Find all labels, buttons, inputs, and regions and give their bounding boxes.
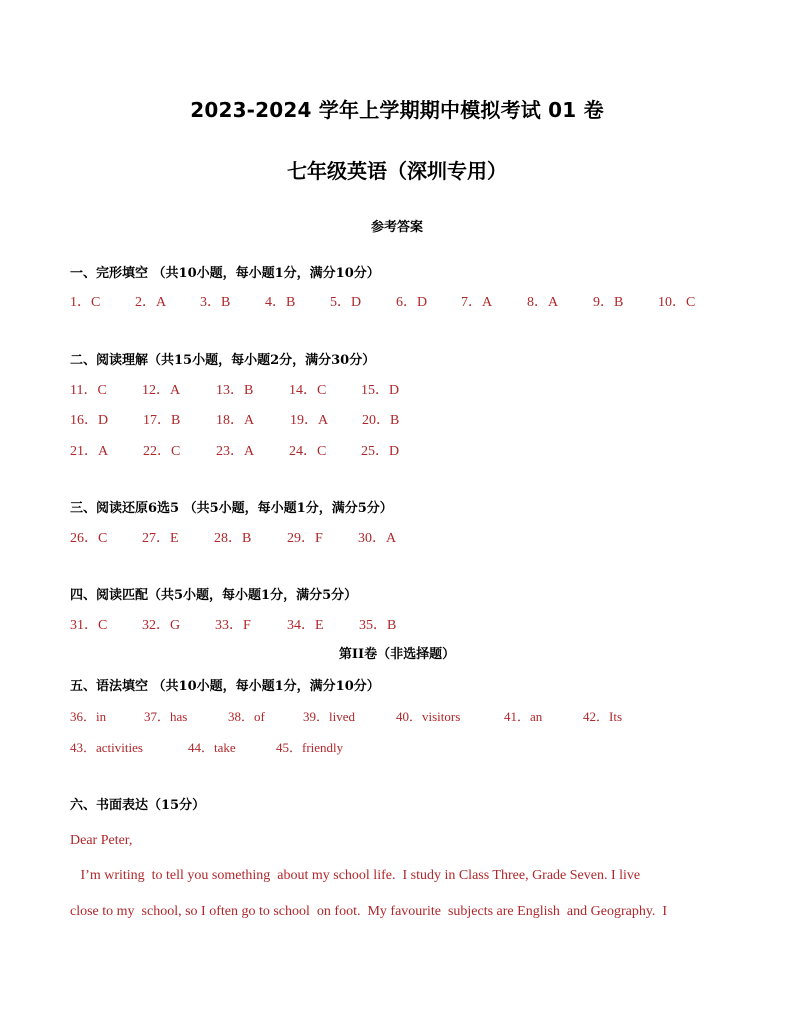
answer-item: 13．B: [216, 383, 254, 398]
answer-key-label: 参考答案: [370, 220, 423, 235]
answer-item: 40．visitors: [396, 709, 461, 724]
essay-line: I’m writing to tell you something about my school life. I study in Class Three, Grade Seven. I live: [70, 868, 641, 883]
answer-item: 18．A: [216, 413, 255, 428]
answer-item: 9．B: [593, 295, 624, 310]
essay-line: close to my school, so I often go to school on foot. My favourite subjects are English and Geography. I: [70, 904, 668, 919]
answer-item: 31．C: [70, 618, 108, 633]
answer-item: 34．E: [287, 618, 324, 633]
answer-item: 2．A: [135, 295, 167, 310]
answer-item: 30．A: [358, 531, 397, 546]
answer-item: 26．C: [70, 531, 108, 546]
section-1-heading: 一、完形填空 （共10小题，每小题1分，满分10分）: [70, 266, 380, 281]
answer-item: 6．D: [396, 295, 428, 310]
answer-item: 39．lived: [303, 709, 355, 724]
answer-item: 33．F: [215, 618, 251, 633]
answer-item: 37．has: [144, 709, 188, 724]
answer-item: 44．take: [188, 740, 236, 755]
answer-item: 22．C: [143, 444, 181, 459]
answer-item: 3．B: [200, 295, 231, 310]
part-2-title: 第II卷（非选择题）: [338, 647, 456, 662]
answer-item: 38．of: [228, 709, 265, 724]
answer-item: 20．B: [362, 413, 400, 428]
answer-item: 36．in: [70, 709, 107, 724]
answer-item: 29．F: [287, 531, 323, 546]
answer-item: 19．A: [290, 413, 329, 428]
answer-item: 14．C: [289, 383, 327, 398]
answer-item: 5．D: [330, 295, 362, 310]
answer-item: 35．B: [359, 618, 397, 633]
answer-item: 8．A: [527, 295, 559, 310]
answer-item: 28．B: [214, 531, 252, 546]
answer-item: 4．B: [265, 295, 296, 310]
answer-item: 42．Its: [583, 709, 623, 724]
answer-item: 12．A: [142, 383, 181, 398]
answer-item: 43．activities: [70, 740, 143, 755]
answer-item: 1．C: [70, 295, 101, 310]
answer-item: 32．G: [142, 618, 181, 633]
answer-item: 24．C: [289, 444, 327, 459]
exam-title: 2023-2024 学年上学期期中模拟考试 01 卷: [190, 98, 604, 122]
answer-item: 25．D: [361, 444, 400, 459]
essay-line: Dear Peter,: [70, 833, 133, 848]
answer-item: 21．A: [70, 444, 109, 459]
section-3-heading: 三、阅读还原6选5 （共5小题，每小题1分，满分5分）: [70, 501, 393, 516]
section-6-heading: 六、书面表达（15分）: [70, 798, 206, 813]
answer-item: 15．D: [361, 383, 400, 398]
answer-item: 10．C: [658, 295, 696, 310]
answer-item: 17．B: [143, 413, 181, 428]
section-2-heading: 二、阅读理解（共15小题，每小题2分，满分30分）: [70, 353, 376, 368]
section-5-heading: 五、语法填空 （共10小题，每小题1分，满分10分）: [70, 679, 380, 694]
answer-item: 27．E: [142, 531, 179, 546]
answer-item: 23．A: [216, 444, 255, 459]
answer-item: 11．C: [70, 383, 107, 398]
answer-item: 16．D: [70, 413, 109, 428]
answer-item: 7．A: [461, 295, 493, 310]
section-4-heading: 四、阅读匹配（共5小题，每小题1分，满分5分）: [70, 588, 358, 603]
answer-item: 45．friendly: [276, 740, 344, 755]
answer-item: 41．an: [504, 709, 543, 724]
exam-subtitle: 七年级英语（深圳专用）: [287, 159, 507, 183]
